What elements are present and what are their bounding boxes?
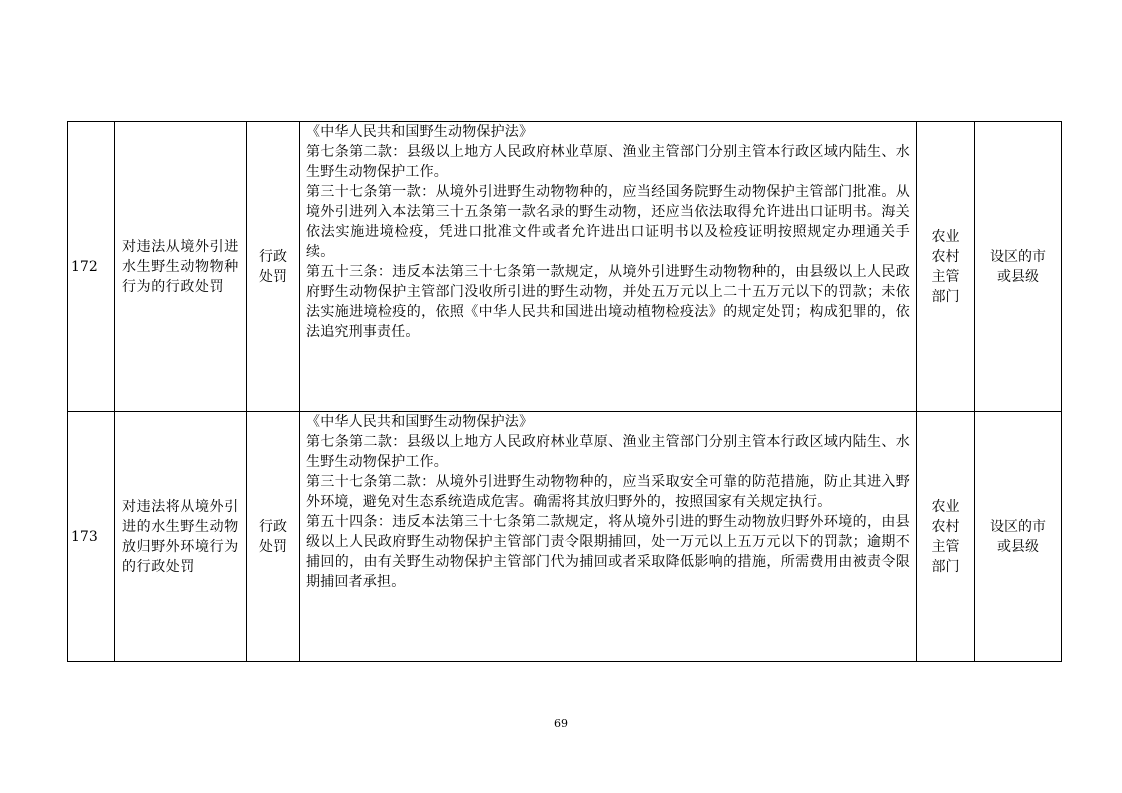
basis-paragraph: 第七条第二款：县级以上地方人民政府林业草原、渔业主管部门分别主管本行政区域内陆生、水生野生动物保护工作。: [306, 144, 910, 180]
enforcement-level: 设区的市或县级: [975, 412, 1062, 662]
basis-paragraph: 《中华人民共和国野生动物保护法》: [306, 414, 534, 430]
penalty-table: [67, 121, 1062, 662]
basis-paragraph: 第五十三条：违反本法第三十七条第一款规定，从境外引进野生动物物种的，由县级以上人民政府野生动物保护主管部门没收所引进的野生动物，并处五万元以上二十五万元以下的罚款；未依法实施进境检疫的，依照《中华人民共和国进出境动植物检疫法》的规定处罚；构成犯罪的，依法追究刑事责任。: [306, 264, 910, 340]
row-number: 172: [68, 122, 115, 412]
basis-paragraph: 第七条第二款：县级以上地方人民政府林业草原、渔业主管部门分别主管本行政区域内陆生、水生野生动物保护工作。: [306, 434, 910, 470]
table-row: [68, 412, 1062, 662]
enforcement-level: 设区的市或县级: [975, 122, 1062, 412]
responsible-department: 农业农村主管部门: [917, 412, 975, 662]
basis-paragraph: 《中华人民共和国野生动物保护法》: [306, 124, 534, 140]
basis-paragraph: 第三十七条第二款：从境外引进野生动物物种的，应当采取安全可靠的防范措施，防止其进入野外环境，避免对生态系统造成危害。确需将其放归野外的，按照国家有关规定执行。: [306, 474, 910, 510]
item-category: 行政处罚: [247, 122, 300, 412]
item-name: 对违法将从境外引进的水生野生动物放归野外环境行为的行政处罚: [115, 412, 247, 662]
row-number: 173: [68, 412, 115, 662]
table-row: [68, 122, 1062, 412]
basis-paragraph: 第五十四条：违反本法第三十七条第二款规定，将从境外引进的野生动物放归野外环境的，由县级以上人民政府野生动物保护主管部门责令限期捕回，处一万元以上五万元以下的罚款；逾期不捕回的，由有关野生动物保护主管部门代为捕回或者采取降低影响的措施，所需费用由被责令限期捕回者承担。: [306, 514, 910, 590]
legal-basis: [300, 412, 917, 662]
page-number: 69: [554, 717, 568, 730]
legal-basis: [300, 122, 917, 412]
basis-paragraph: 第三十七条第一款：从境外引进野生动物物种的，应当经国务院野生动物保护主管部门批准。从境外引进列入本法第三十五条第一款名录的野生动物，还应当依法取得允许进出口证明书。海关依法实施进境检疫，凭进口批准文件或者允许进出口证明书以及检疫证明按照规定办理通关手续。: [306, 184, 910, 260]
responsible-department: 农业农村主管部门: [917, 122, 975, 412]
item-category: 行政处罚: [247, 412, 300, 662]
item-name: 对违法从境外引进水生野生动物物种行为的行政处罚: [115, 122, 247, 412]
